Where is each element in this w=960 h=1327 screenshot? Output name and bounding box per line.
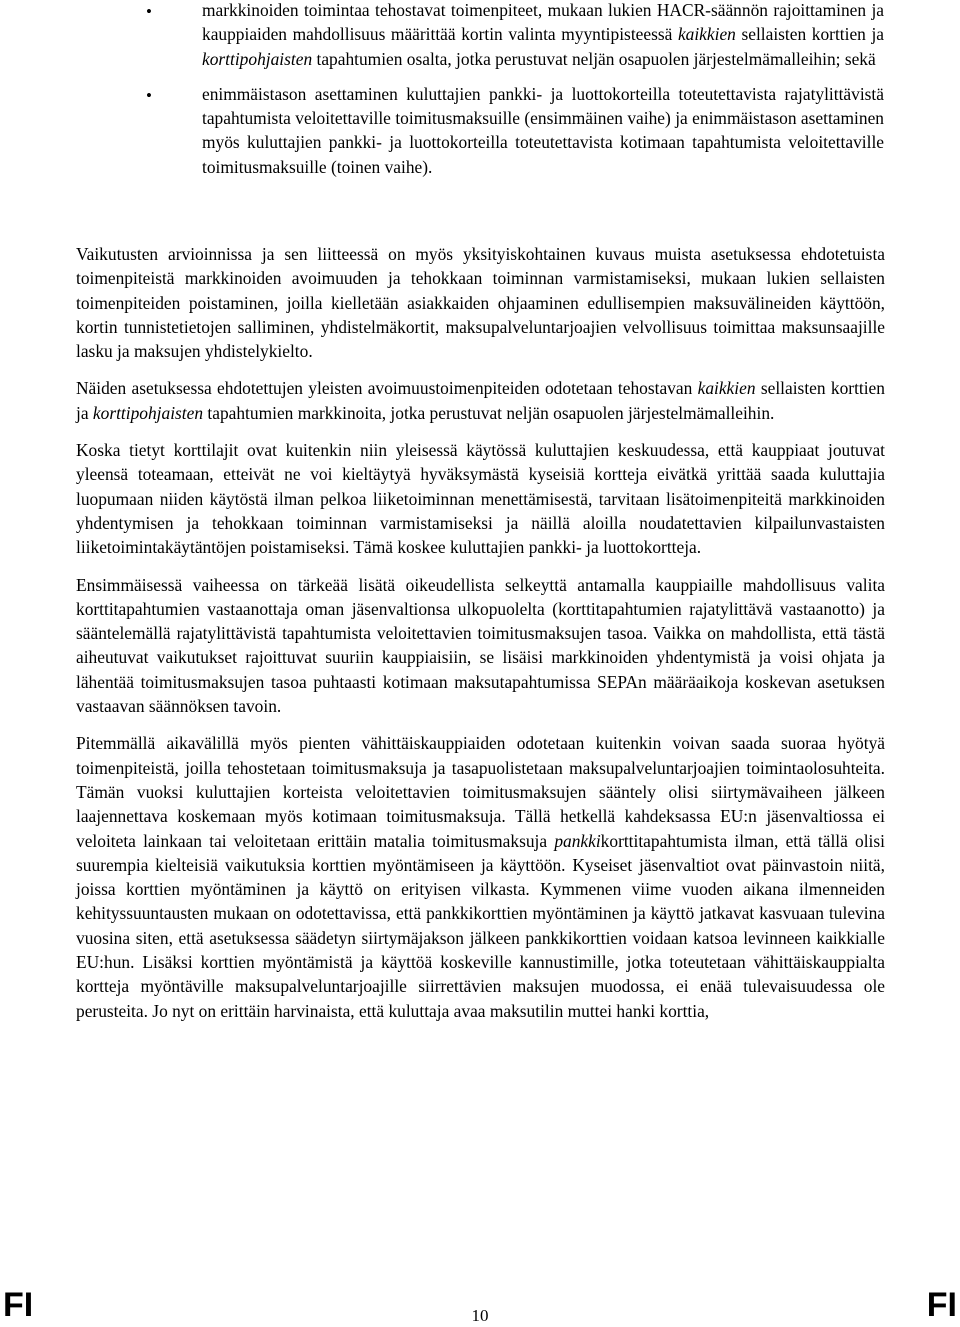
paragraph-1: Vaikutusten arvioinnissa ja sen liitteessä on myös yksityiskohtainen kuvaus muista asetuksessa ehdotetuista toimenpiteistä markkinoiden avoimuuden ja tehokkaan toiminnan varmistamiseksi, mukaan lukien sellaisten toimenpiteiden poistaminen, joilla kielletään asiakkaiden ohjaaminen edullisempien maksuvälineiden käyttöön, kortin tunnistetietojen salliminen, yhdistelmäkortit, maksupalveluntarjoajien velvollisuus toimittaa maksunsaajille lasku ja maksujen yhdistelykielto. [76,244,885,362]
paragraph-text: Näiden asetuksessa ehdotettujen yleisten avoimuustoimenpiteiden odotetaan tehostavan [76,378,698,399]
paragraph-3: Koska tietyt korttilajit ovat kuitenkin niin yleisessä käytössä kuluttajien keskuudessa, että kauppiaat joutuvat yleensä toteamaan, etteivät ne voi kieltäytyä hyväksymästä kyseisiä kortteja eivätkä yrittää saada kuluttajia luopumaan niiden käytöstä ilman pelkoa liiketoiminnan menettämisestä, tarvitaan lisätoimenpiteitä markkinoiden yhdentymisen ja tehokkaan toiminnan varmistamiseksi ja näillä aloilla noudatettavien kilpailunvastaisten liiketoimintakäytäntöjen poistamiseksi. Tämä koskee kuluttajien pankki- ja luottokortteja. [76,440,885,558]
bullet-icon: • [146,85,152,105]
paragraph-5 [76,731,885,1023]
paragraph-text: Pitemmällä aikavälillä myös pienten vähittäiskauppiaiden odotetaan kuitenkin voivan saada suoraa hyötyä toimenpiteistä, joilla tehostetaan toimitusmaksuja ja tasapuolistetaan maksupalveluntarjoajien toimintaolosuhteita. Tämän vuoksi kuluttajien korteista veloitettavien toimitusmaksujen sääntely olisi siirtymävaiheen jälkeen laajennettava koskemaan myös kotimaan toimitusmaksuja. Tällä hetkellä kahdeksassa EU:n jäsenvaltiossa ei veloiteta lainkaan tai veloitetaan erittäin matalia toimitusmaksuja [76,733,885,851]
bullet-item-2 [0,82,960,179]
bullet-icon: • [146,2,152,21]
paragraph-text: korttitapahtumista ilman, että tällä olisi suurempia kielteisiä vaikutuksia korttien myöntämiseen ja käyttöön. Kyseiset jäsenvaltiot ovat päinvastoin niitä, joissa korttien myöntäminen ja käyttö on erityisen vilkasta. Kymmenen viime vuoden aikana ilmenneiden kehityssuuntausten mukaan on odotettavissa, että pankkikorttien myöntäminen ja käyttö jatkavat kasvuaan tulevina vuosina siten, että asetuksessa säädetyn siirtymäjakson jälkeen pankkikorttien voidaan katsoa levinneen kaikkialle EU:hun. Lisäksi korttien myöntämistä ja käyttöä koskeville kannustimille, jotka toteutetaan vähittäiskauppialta kortteja myöntäville maksupalveluntarjoajille siirrettävien maksujen muodossa, ei enää tulevaisuudessa ole perusteita. Jo nyt on erittäin harvinaista, että kuluttaja avaa maksutilin muttei hanki korttia, [76,830,885,1021]
emphasis: korttipohjaisten [92,402,204,423]
emphasis: pankki [554,830,601,851]
footer-language-right: FI [926,1286,957,1324]
bullet-text: enimmäistason asettaminen kuluttajien pankki- ja luottokorteilla toteutettavista rajatylittävistä tapahtumista veloitettaville toimitusmaksuille (ensimmäinen vaihe) ja enimmäistason asettaminen myös kuluttajien pankki- ja luottokorteilla toteutettavista kotimaan tapahtumista veloitettaville toimitusmaksuille (toinen vaihe). [202,83,884,177]
page-number: 10 [471,1306,489,1325]
bullet-item-1 [0,0,960,71]
bullet-list [0,0,960,179]
bullet-text: tapahtumien osalta, jotka perustuvat neljän osapuolen järjestelmämalleihin; sekä [312,48,876,69]
emphasis: korttipohjaisten [202,48,313,69]
footer-language-left: FI [3,1286,34,1324]
emphasis: kaikkien [677,24,736,45]
body-text [76,242,885,1036]
paragraph-text: sellaisten korttien ja [76,378,885,423]
bullet-text: sellaisten korttien ja [735,24,884,45]
bullet-text: markkinoiden toimintaa tehostavat toimenpiteet, mukaan lukien HACR-säännön rajoittaminen ja kauppiaiden mahdollisuus määrittää kortin valinta myyntipisteessä [202,0,884,45]
paragraph-text: tapahtumien markkinoita, jotka perustuvat neljän osapuolen järjestelmämalleihin. [203,402,775,423]
paragraph-2 [76,376,885,425]
paragraph-4: Ensimmäisessä vaiheessa on tärkeää lisätä oikeudellista selkeyttä antamalla kauppiaille mahdollisuus valita korttitapahtumien vastaanottaja oman jäsenvaltionsa ulkopuolelta (korttitapahtumien rajatylittävä vastaanotto) ja sääntelemällä rajatylittävistä tapahtumista veloitettavien toimitusmaksujen tasoa. Vaikka on mahdollista, että tästä aiheutuvat vaikutukset rajoittuvat suuriin kauppiaisiin, se lisäisi markkinoiden yhdentymistä ja voisi ohjata ja lähentää toimitusmaksujen tasoa puhtaasti kotimaan maksutapahtumissa SEPAn määräaikoja koskevan asetuksen vastaavan säännöksen tavoin. [76,574,885,717]
emphasis: kaikkien [697,378,756,399]
